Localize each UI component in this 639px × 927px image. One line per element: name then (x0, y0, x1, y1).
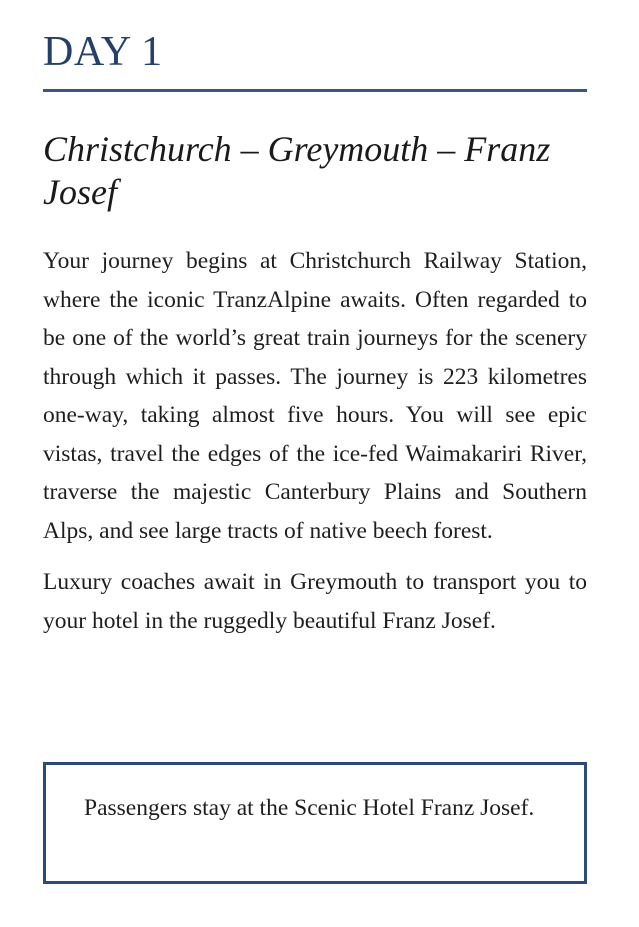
accommodation-note-box (43, 762, 587, 884)
coach-transfer-paragraph: Luxury coaches await in Greymouth to transport you to your hotel in the ruggedly beautiful Franz Josef. (43, 569, 587, 634)
itinerary-day-section (43, 0, 587, 821)
journey-description-paragraph: Your journey begins at Christchurch Railway Station, where the iconic TranzAlpine awaits. Often regarded to be one of the world’s great train journeys for the scenery through which it passes. The journey is 223 kilometres one-way, taking almost five hours. You will see epic vistas, travel the edges of the ice-fed Waimakariri River, traverse the majestic Canterbury Plains and Southern Alps, and see large tracts of native beech forest. (43, 248, 587, 544)
day-heading: DAY 1 (43, 29, 163, 75)
route-title: Christchurch – Greymouth – Franz Josef (43, 129, 551, 212)
heading-divider (43, 89, 587, 92)
accommodation-note-text: Passengers stay at the Scenic Hotel Franz Josef. (84, 795, 535, 821)
